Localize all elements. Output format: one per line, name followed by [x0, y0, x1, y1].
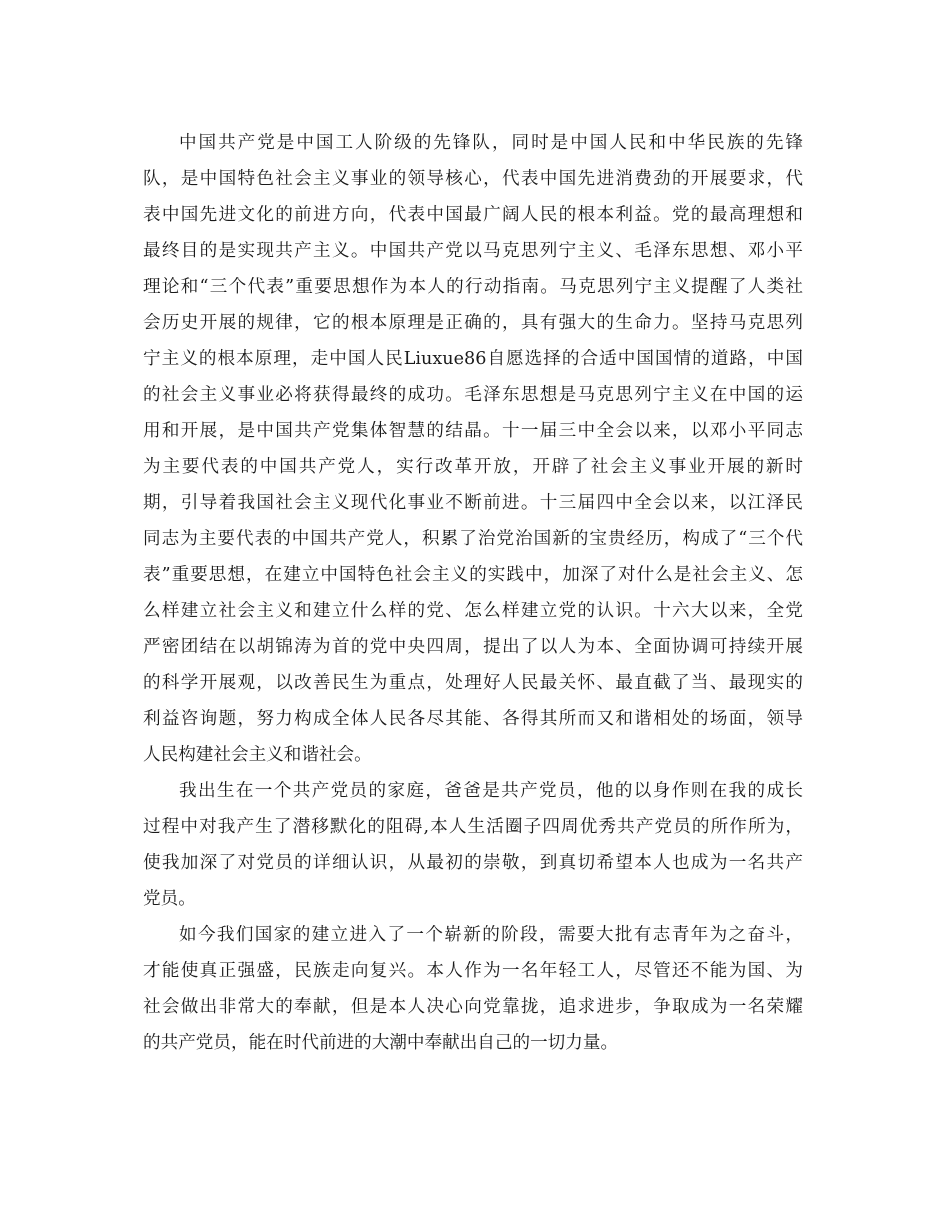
text-line: 会历史开展的规律，它的根本原理是正确的，具有强大的生命力。坚持马克思列 — [143, 313, 803, 333]
text-line: 使我加深了对党员的详细认识，从最初的崇敬，到真切希望本人也成为一名共产 — [143, 853, 803, 873]
paragraph-1 — [143, 125, 803, 773]
text-line: 利益咨询题，努力构成全体人民各尽其能、各得其所而又和谐相处的场面，领导 — [143, 709, 803, 729]
document-body — [143, 125, 803, 1061]
text-line: 的共产党员，能在时代前进的大潮中奉献出自己的一切力量。 — [143, 1033, 619, 1053]
text-line: 党员。 — [143, 889, 196, 909]
text-line: 的科学开展观，以改善民生为重点，处理好人民最关怀、最直截了当、最现实的 — [143, 673, 803, 693]
text-line: 理论和“三个代表”重要思想作为本人的行动指南。马克思列宁主义提醒了人类社 — [143, 277, 803, 297]
text-line: 么样建立社会主义和建立什么样的党、怎么样建立党的认识。十六大以来，全党 — [143, 601, 803, 621]
text-line: 用和开展，是中国共产党集体智慧的结晶。十一届三中全会以来，以邓小平同志 — [143, 421, 803, 441]
text-line: 队，是中国特色社会主义事业的领导核心，代表中国先进消费劲的开展要求，代 — [143, 169, 803, 189]
text-line: 过程中对我产生了潜移默化的阻碍,本人生活圈子四周优秀共产党员的所作所为， — [143, 817, 803, 837]
text-line: 表中国先进文化的前进方向，代表中国最广阔人民的根本利益。党的最高理想和 — [143, 205, 803, 225]
text-line: 最终目的是实现共产主义。中国共产党以马克思列宁主义、毛泽东思想、邓小平 — [143, 241, 803, 261]
text-line: 人民构建社会主义和谐社会。 — [143, 745, 372, 765]
text-line: 中国共产党是中国工人阶级的先锋队，同时是中国人民和中华民族的先锋 — [179, 133, 803, 153]
text-line: 宁主义的根本原理，走中国人民Liuxue86自愿选择的合适中国国情的道路，中国 — [143, 349, 803, 369]
text-line: 如今我们国家的建立进入了一个崭新的阶段，需要大批有志青年为之奋斗， — [179, 925, 803, 945]
paragraph-2 — [143, 773, 803, 917]
text-line: 才能使真正强盛，民族走向复兴。本人作为一名年轻工人，尽管还不能为国、为 — [143, 961, 803, 981]
text-line: 同志为主要代表的中国共产党人，积累了治党治国新的宝贵经历，构成了“三个代 — [143, 529, 803, 549]
text-line: 的社会主义事业必将获得最终的成功。毛泽东思想是马克思列宁主义在中国的运 — [143, 385, 803, 405]
text-line: 我出生在一个共产党员的家庭，爸爸是共产党员，他的以身作则在我的成长 — [179, 781, 803, 801]
text-line: 表”重要思想，在建立中国特色社会主义的实践中，加深了对什么是社会主义、怎 — [143, 565, 803, 585]
text-line: 严密团结在以胡锦涛为首的党中央四周，提出了以人为本、全面协调可持续开展 — [143, 637, 803, 657]
text-line: 期，引导着我国社会主义现代化事业不断前进。十三届四中全会以来，以江泽民 — [143, 493, 803, 513]
paragraph-3 — [143, 917, 803, 1061]
text-line: 社会做出非常大的奉献，但是本人决心向党靠拢，追求进步，争取成为一名荣耀 — [143, 997, 803, 1017]
text-line: 为主要代表的中国共产党人，实行改革开放，开辟了社会主义事业开展的新时 — [143, 457, 803, 477]
